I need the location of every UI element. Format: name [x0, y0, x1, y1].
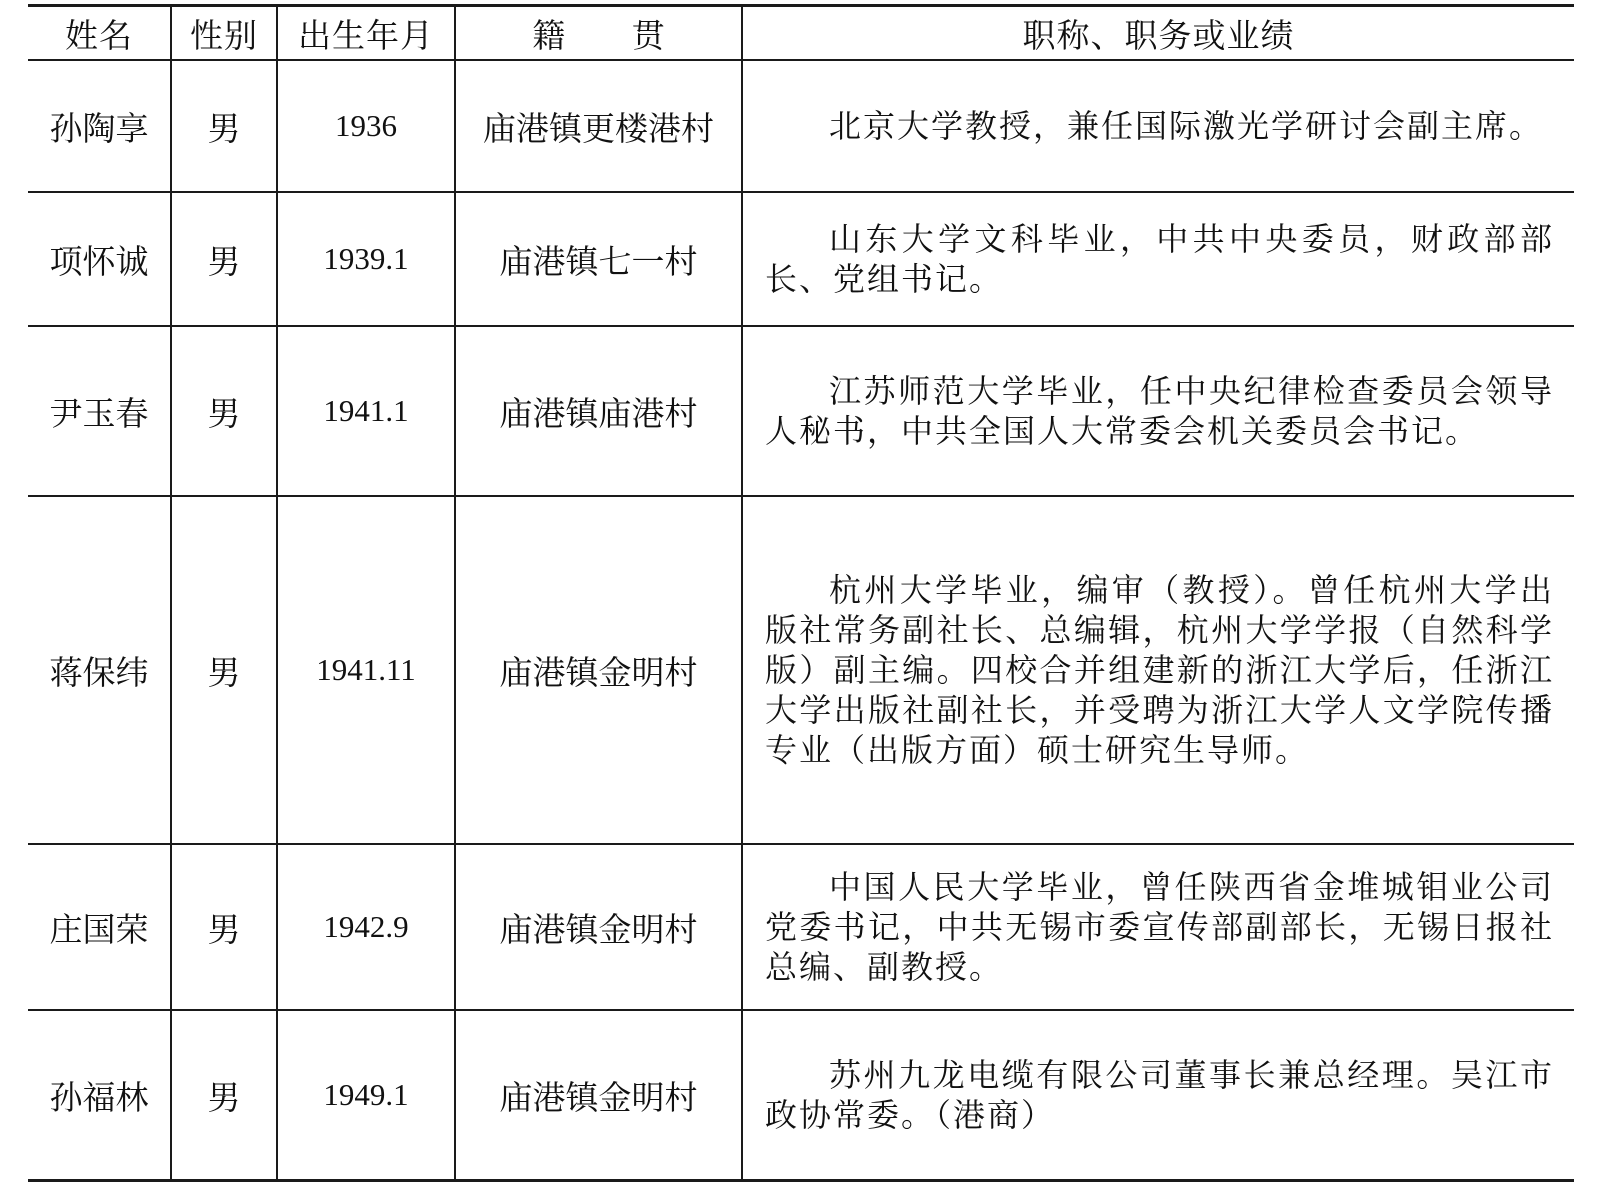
personnel-table — [28, 4, 1574, 1182]
cell-sex: 男 — [171, 326, 277, 496]
table-row — [28, 1010, 1574, 1181]
cell-name: 尹玉春 — [28, 326, 171, 496]
cell-birth: 1936 — [277, 60, 455, 192]
header-sex: 性别 — [171, 6, 277, 61]
cell-birth: 1941.1 — [277, 326, 455, 496]
table-body — [28, 60, 1574, 1181]
cell-desc: 江苏师范大学毕业，任中央纪律检查委员会领导人秘书，中共全国人大常委会机关委员会书记。 — [742, 326, 1574, 496]
cell-sex: 男 — [171, 1010, 277, 1181]
cell-desc: 中国人民大学毕业，曾任陕西省金堆城钼业公司党委书记，中共无锡市委宣传部副部长，无锡日报社总编、副教授。 — [742, 844, 1574, 1010]
cell-sex: 男 — [171, 496, 277, 844]
table-row — [28, 496, 1574, 844]
cell-name: 蒋保纬 — [28, 496, 171, 844]
cell-birth: 1941.11 — [277, 496, 455, 844]
cell-name: 孙陶享 — [28, 60, 171, 192]
header-birth: 出生年月 — [277, 6, 455, 61]
table-row — [28, 844, 1574, 1010]
table-row — [28, 60, 1574, 192]
cell-birth: 1942.9 — [277, 844, 455, 1010]
cell-birth: 1939.1 — [277, 192, 455, 326]
cell-desc: 北京大学教授，兼任国际激光学研讨会副主席。 — [742, 60, 1574, 192]
cell-origin: 庙港镇金明村 — [455, 844, 742, 1010]
cell-desc: 山东大学文科毕业，中共中央委员，财政部部长、党组书记。 — [742, 192, 1574, 326]
table-row — [28, 326, 1574, 496]
cell-origin: 庙港镇庙港村 — [455, 326, 742, 496]
cell-sex: 男 — [171, 60, 277, 192]
header-origin: 籍 贯 — [455, 6, 742, 61]
cell-name: 孙福林 — [28, 1010, 171, 1181]
personnel-table-container — [28, 4, 1574, 1182]
cell-origin: 庙港镇金明村 — [455, 1010, 742, 1181]
cell-sex: 男 — [171, 844, 277, 1010]
header-row — [28, 6, 1574, 61]
cell-birth: 1949.1 — [277, 1010, 455, 1181]
header-name: 姓名 — [28, 6, 171, 61]
cell-name: 庄国荣 — [28, 844, 171, 1010]
cell-desc: 杭州大学毕业，编审（教授）。曾任杭州大学出版社常务副社长、总编辑，杭州大学学报（自然科学版）副主编。四校合并组建新的浙江大学后，任浙江大学出版社副社长，并受聘为浙江大学人文学院传播专业（出版方面）硕士研究生导师。 — [742, 496, 1574, 844]
cell-origin: 庙港镇金明村 — [455, 496, 742, 844]
table-row — [28, 192, 1574, 326]
header-desc: 职称、职务或业绩 — [742, 6, 1574, 61]
cell-desc: 苏州九龙电缆有限公司董事长兼总经理。吴江市政协常委。（港商） — [742, 1010, 1574, 1181]
cell-name: 项怀诚 — [28, 192, 171, 326]
cell-sex: 男 — [171, 192, 277, 326]
table-header — [28, 6, 1574, 61]
cell-origin: 庙港镇更楼港村 — [455, 60, 742, 192]
cell-origin: 庙港镇七一村 — [455, 192, 742, 326]
